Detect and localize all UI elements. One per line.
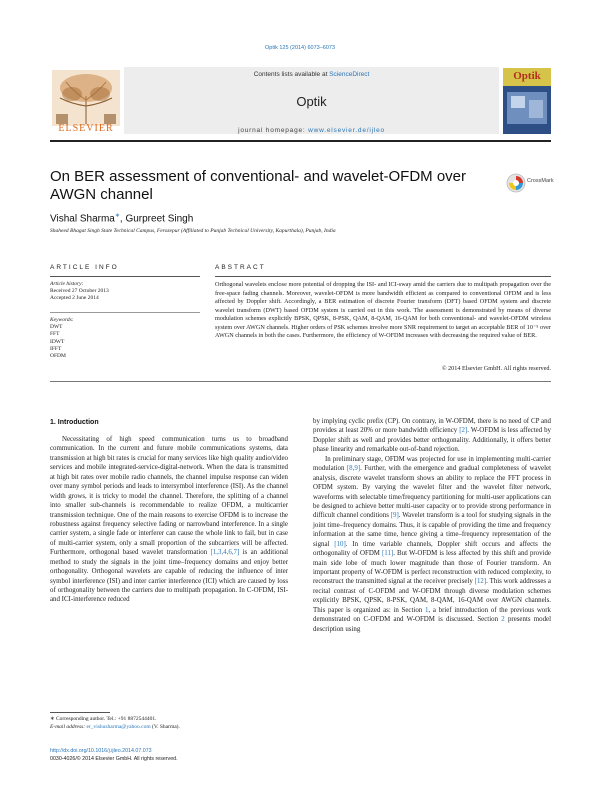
section-link[interactable]: 1: [424, 606, 429, 614]
paragraph: by implying cyclic prefix (CP). On contrary, in W-OFDM, there is no need of CP and provides at least 20% or more bandwidth efficiency [2]. W-OFDM is less affected by Doppler shift as well and provides better orthogonality. Additionally, it offers better phase linearity and remarkable out-of-band rejection.: [313, 418, 552, 454]
crossmark-label: CrossMark: [527, 178, 554, 184]
keyword: DWT: [50, 324, 63, 331]
paragraph: Necessitating of high speed communication turns us to broadband communication. In the current and future mobile communications systems, data transmission at high bit rates is crucial for many services like high quality audio/video services and mobile integrated-service-digital-network. When the data is transmitted at high bit rates over mobile radio channels, the channel impulse response can widen over many symbol periods and leads to intersymbol interference (ISI). As the channel width grows, it is tricky to model the channel. Therefore, the splitting of a channel into smaller sub-channels is recommendable to realize OFDM, a multicarrier transmission technique. One of the main reasons to exercise OFDM is to increase the robustness against frequency selective fading or narrowband interference. In a single carrier system, a single fade or interferer can cause the whole link to fail, but in case of multi-carrier system, only a small proportion of the subcarriers will be affected. Furthermore, orthogonal based wavelet transformation [1,3,4,6,7] is an additional method to study the signals in the joint time–frequency domains and enjoy better orthogonality. Orthogonal wavelets are capable of reducing the influence of inter symbol interference (ISI) and inter carrier interference (ICI) which are caused by loss of orthogonality between the carriers due to multipath propagation. In C-OFDM, ISI- and ICI-interference reduced: [50, 436, 288, 604]
sciencedirect-link[interactable]: ScienceDirect: [329, 71, 370, 78]
crossmark-badge[interactable]: [506, 173, 554, 195]
author-name[interactable]: Vishal Sharma: [50, 213, 115, 225]
citation-link[interactable]: [8,9]: [346, 465, 361, 473]
email-label: E-mail address:: [50, 723, 87, 730]
email-suffix: (V. Sharma).: [150, 723, 180, 730]
history-label: Article history:: [50, 281, 84, 287]
keyword: FFT: [50, 331, 60, 338]
doi-link[interactable]: http://dx.doi.org/10.1016/j.ijleo.2014.07.073: [50, 748, 152, 754]
abstract-bottom-rule: [50, 381, 551, 382]
keyword: OFDM: [50, 353, 66, 360]
homepage-link[interactable]: www.elsevier.de/ijleo: [308, 127, 385, 134]
abstract-text: Orthogonal wavelets enclose more potential of dropping the ISI- and ICI-sway amid the carriers due to multipath propagation over the free-space fading channels. Moreover, wavelet-OFDM is more bandwidth efficient as compared to conventional OFDM and is less affected by Doppler shift. Accordingly, a BER estimation of discrete Fourier transform (DFT) based OFDM system and discrete wavelet transform (DWT) based OFDM system is carried out in this work. The assessment is demonstrated by means of diverse modulation schemes explicitly BPSK, QPSK, 8-PSK, QAM, 8-QAM, 16-QAM for both conventional- and wavelet-OFDM wireless system over AWGN channels. Higher orders of PSK schemes involve more SNR requirement to target an acceptable BER of 10⁻⁵ over AWGN channels in both the cases. Furthermore, the efficiency of W-OFDM increases with decreasing the required value of BER.: [215, 281, 551, 339]
keyword: IDWT: [50, 338, 65, 345]
citation-link[interactable]: [12]: [474, 578, 487, 586]
article-info-heading: ARTICLE INFO: [50, 264, 119, 271]
section-link[interactable]: 2: [501, 616, 505, 624]
email-link[interactable]: er_vishusharma@yahoo.com: [86, 723, 151, 730]
body-column-left: [50, 435, 288, 605]
received-date: Received 27 October 2013: [50, 288, 109, 295]
homepage-prefix: journal homepage:: [238, 127, 309, 134]
keywords-label: Keywords:: [50, 317, 74, 323]
accepted-date: Accepted 2 June 2014: [50, 295, 99, 302]
affiliation: Shaheed Bhagat Singh State Technical Campus, Ferozepur (Affiliated to Punjab Technical University, Kapurthala), Punjab, India: [50, 228, 336, 234]
cover-title: Optik: [513, 70, 541, 82]
article-info-rule: [50, 276, 200, 277]
issn-line: 0030-4026/© 2014 Elsevier GmbH. All rights reserved.: [50, 755, 178, 762]
journal-homepage: [124, 127, 499, 134]
header-rule: [50, 140, 551, 142]
copyright-notice: © 2014 Elsevier GmbH. All rights reserved.: [441, 365, 551, 372]
article-history: [50, 281, 200, 303]
publication-info: [50, 748, 290, 763]
corresponding-mark[interactable]: ∗: [114, 213, 120, 219]
journal-citation[interactable]: Optik 125 (2014) 6073–6073: [264, 45, 336, 51]
crossmark-icon: [506, 173, 526, 193]
contents-availability: [124, 71, 499, 78]
abstract-rule: [215, 276, 551, 277]
citation-link[interactable]: [9]: [390, 512, 399, 520]
body-column-right: [313, 417, 551, 634]
section-heading: 1. Introduction: [50, 419, 99, 426]
citation-link[interactable]: [10]: [334, 540, 346, 548]
info-divider: [50, 312, 200, 313]
citation-link[interactable]: [2]: [459, 427, 468, 435]
keywords: [50, 317, 200, 360]
corresponding-author-note: ∗ Corresponding author. Tel.: +91 8872544401.: [50, 716, 157, 722]
footnote: [50, 716, 288, 731]
article-title: On BER assessment of conventional- and wavelet-OFDM over AWGN channel: [50, 168, 467, 203]
author-list: [50, 212, 193, 224]
paragraph: In preliminary stage, OFDM was projected for use in implementing multi-carrier modulation [8,9]. Further, with the emergence and gradual completeness of wavelet analysis, discrete wavelet transform shows an ability to replace the FFT process in OFDM system. By varying the wavelet filter and the wavelet filter network, waveforms with selectable time/frequency partitioning for multi-user applications can be designed to achieve better multi-user capacity or to provide strong performance in difficult channel conditions [9]. Wavelet transform is a tool for studying signals in the joint time–frequency domains. Thus, it is capable of providing the time and frequency information at the same time, hence giving a time–frequency representation of the signal [10]. In time variable channels, Doppler shift occurs and affects the orthogonality of OFDM [11]. But W-OFDM is less affected by this shift and provide main side lobe of much lower magnitude than those of Fourier transform. An important property of W-OFDM is perfect reconstruction with reduced complexity, to reconstruct the transmitted signal at the receiver precisely [12]. This work addresses a recital contrast of C-OFDM and W-OFDM through diverse modulation schemes explicitly BPSK, QPSK, 8-PSK, QAM, 8-QAM, 16-QAM over AWGN channels. This paper is organized as: in Section 1, a brief introduction of the previous work demonstrated on C-OFDM and W-OFDM is discussed. Section 2 presents model description using: [313, 455, 552, 633]
citation-link[interactable]: [1,3,4,6,7]: [210, 549, 240, 557]
footnote-rule: [50, 712, 110, 713]
citation-link[interactable]: [11]: [382, 550, 394, 558]
publisher-logo-text: ELSEVIER: [58, 123, 114, 134]
author-name[interactable]: , Gurpreet Singh: [119, 213, 194, 225]
journal-name: Optik: [296, 94, 327, 109]
abstract-heading: ABSTRACT: [215, 264, 266, 271]
keyword: IFFT: [50, 345, 62, 352]
contents-prefix: Contents lists available at: [253, 71, 330, 78]
